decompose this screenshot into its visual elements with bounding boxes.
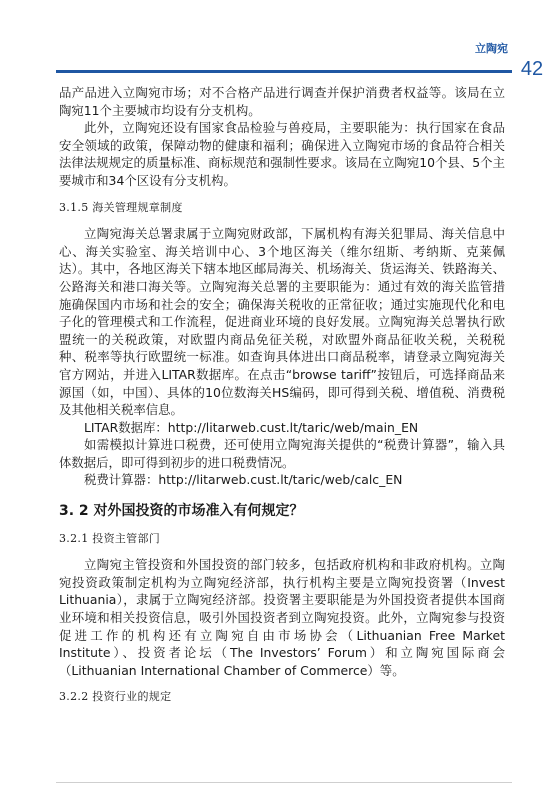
page-number: 42 — [520, 58, 544, 80]
paragraph-tax-calculator: 如需模拟计算进口税费，还可使用立陶宛海关提供的“税费计算器”，输入具体数据后，即可得到初步的进口税费情况。 — [59, 437, 505, 470]
tax-calculator-line: 税费计算器：http://litarweb.cust.lt/taric/web/calc_EN — [84, 472, 403, 488]
header-section-title: 立陶宛 — [475, 42, 508, 55]
footer-rule — [56, 782, 512, 783]
document-body — [59, 84, 505, 715]
heading-3-2-2: 3.2.2 投资行业的规定 — [59, 690, 172, 704]
heading-3-1-5: 3.1.5 海关管理规章制度 — [59, 200, 183, 214]
litar-database-line: LITAR数据库：http://litarweb.cust.lt/taric/web/main_EN — [84, 419, 419, 435]
heading-3-2-1: 3.2.1 投资主管部门 — [59, 531, 161, 545]
paragraph-customs: 立陶宛海关总署隶属于立陶宛财政部，下属机构有海关犯罪局、海关信息中心、海关实验室、海关培训中心、3个地区海关（维尔纽斯、考纳斯、克莱佩达）。其中，各地区海关下辖本地区邮局海关、机场海关、货运海关、铁路海关、公路海关和港口海关等。立陶宛海关总署的主要职能为：通过有效的海关监管措施确保国内市场和社会的安全；确保海关税收的正常征收；通过实施现代化和电子化的管理模式和工作流程，促进商业环境的良好发展。立陶宛海关总署执行欧盟统一的关税政策，对欧盟内商品免征关税，对欧盟外商品征收关税，关税税种、税率等执行欧盟统一标准。如查询具体进出口商品税率，请登录立陶宛海关官方网站，并进入LITAR数据库。在点击“browse tariff”按钮后，可选择商品来源国（如，中国）、具体的10位数海关HS编码，即可得到关税、增值税、消费税及其他相关税率信息。 — [59, 226, 505, 418]
header-rule — [56, 70, 512, 73]
paragraph-food-inspection: 此外，立陶宛还设有国家食品检验与兽疫局，主要职能为：执行国家在食品安全领域的政策，保障动物的健康和福利；确保进入立陶宛市场的食品符合相关法律法规规定的质量标准、商标规范和强制性要求。该局在立陶宛10个县、5个主要城市和34个区设有分支机构。 — [59, 120, 505, 188]
heading-3-2: 3. 2 对外国投资的市场准入有何规定？ — [59, 503, 304, 520]
paragraph-investment-authorities: 立陶宛主管投资和外国投资的部门较多，包括政府机构和非政府机构。立陶宛投资政策制定机构为立陶宛经济部，执行机构主要是立陶宛投资署（Invest Lithuania），隶属于立陶宛经济部。投资署主要职能是为外国投资者提供本国商业环境和相关投资信息，吸引外国投资者到立陶宛投资。此外，立陶宛参与投资促进工作的机构还有立陶宛自由市场协会（Lithuanian Free Market Institute）、投资者论坛（The Investors’ Forum）和立陶宛国际商会（Lithuanian International Chamber of Commerce）等。 — [59, 557, 505, 678]
paragraph-consumer-protection: 品产品进入立陶宛市场；对不合格产品进行调查并保护消费者权益等。该局在立陶宛11个主要城市均设有分支机构。 — [59, 85, 505, 118]
